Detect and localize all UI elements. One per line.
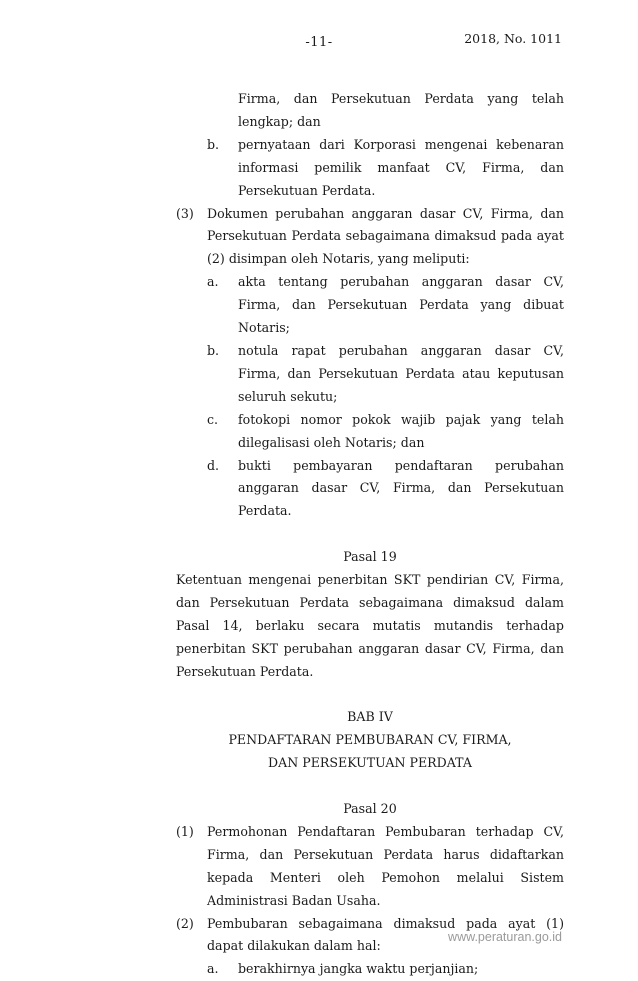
- list-item: [176, 340, 564, 409]
- chapter-title: BAB IV: [347, 709, 393, 725]
- list-letter: b.: [207, 342, 220, 358]
- list-letter: b.: [207, 136, 220, 152]
- item-continuation: [176, 88, 564, 134]
- ayat-text: Pembubaran sebagaimana dimaksud pada ayat (1) dapat dilakukan dalam hal:: [207, 915, 564, 954]
- list-letter: d.: [207, 457, 220, 473]
- pasal-19-text: Ketentuan mengenai penerbitan SKT pendirian CV, Firma, dan Persekutuan Perdata sebagaimana dimaksud dalam Pasal 14, berlaku secara mutatis mutandis terhadap penerbitan SKT perubahan anggaran dasar CV, Firma, dan Persekutuan Perdata.: [176, 572, 564, 679]
- ayat-text: Permohonan Pendaftaran Pembubaran terhadap CV, Firma, dan Persekutuan Perdata harus didaftarkan kepada Menteri oleh Pemohon melalui Sistem Administrasi Badan Usaha.: [207, 823, 564, 908]
- ayat-number: (3): [176, 205, 194, 221]
- gazette-reference: 2018, No. 1011: [464, 31, 562, 46]
- list-item: [176, 455, 564, 524]
- list-item: [176, 958, 564, 981]
- ayat-text: Dokumen perubahan anggaran dasar CV, Firma, dan Persekutuan Perdata sebagaimana dimaksud pada ayat (2) disimpan oleh Notaris, yang meliputi:: [207, 205, 564, 267]
- list-letter: a.: [207, 274, 219, 290]
- list-item-text: berakhirnya jangka waktu perjanjian;: [238, 961, 479, 977]
- list-item-text: notula rapat perubahan anggaran dasar CV, Firma, dan Persekutuan Perdata atau keputusan seluruh sekutu;: [238, 342, 564, 404]
- page-number: -11-: [305, 35, 333, 50]
- pasal-20-title: Pasal 20: [343, 801, 397, 817]
- list-item-text: pernyataan dari Korporasi mengenai kebenaran informasi pemilik manfaat CV, Firma, dan Persekutuan Perdata.: [238, 136, 564, 198]
- list-item-text: fotokopi nomor pokok wajib pajak yang telah dilegalisasi oleh Notaris; dan: [238, 411, 564, 450]
- list-item: [176, 134, 564, 203]
- ayat-1: [176, 821, 564, 913]
- list-item: [176, 409, 564, 455]
- document-body: [176, 88, 564, 981]
- ayat-number: (1): [176, 823, 194, 839]
- chapter-subtitle: DAN PERSEKUTUAN PERDATA: [268, 755, 472, 771]
- chapter-subtitle: PENDAFTARAN PEMBUBARAN CV, FIRMA,: [228, 732, 512, 748]
- list-letter: c.: [207, 411, 219, 427]
- list-item-text: akta tentang perubahan anggaran dasar CV, Firma, dan Persekutuan Perdata yang dibuat Notaris;: [238, 274, 564, 336]
- pasal-19-title: Pasal 19: [343, 549, 397, 565]
- list-item-text: bukti pembayaran pendaftaran perubahan anggaran dasar CV, Firma, dan Persekutuan Perdata.: [238, 457, 564, 519]
- source-url[interactable]: www.peraturan.go.id: [448, 930, 562, 944]
- ayat-number: (2): [176, 915, 194, 931]
- ayat-3: [176, 203, 564, 272]
- list-item: [176, 271, 564, 340]
- item-continuation-text: Firma, dan Persekutuan Perdata yang telah lengkap; dan: [238, 91, 564, 129]
- list-letter: a.: [207, 961, 219, 977]
